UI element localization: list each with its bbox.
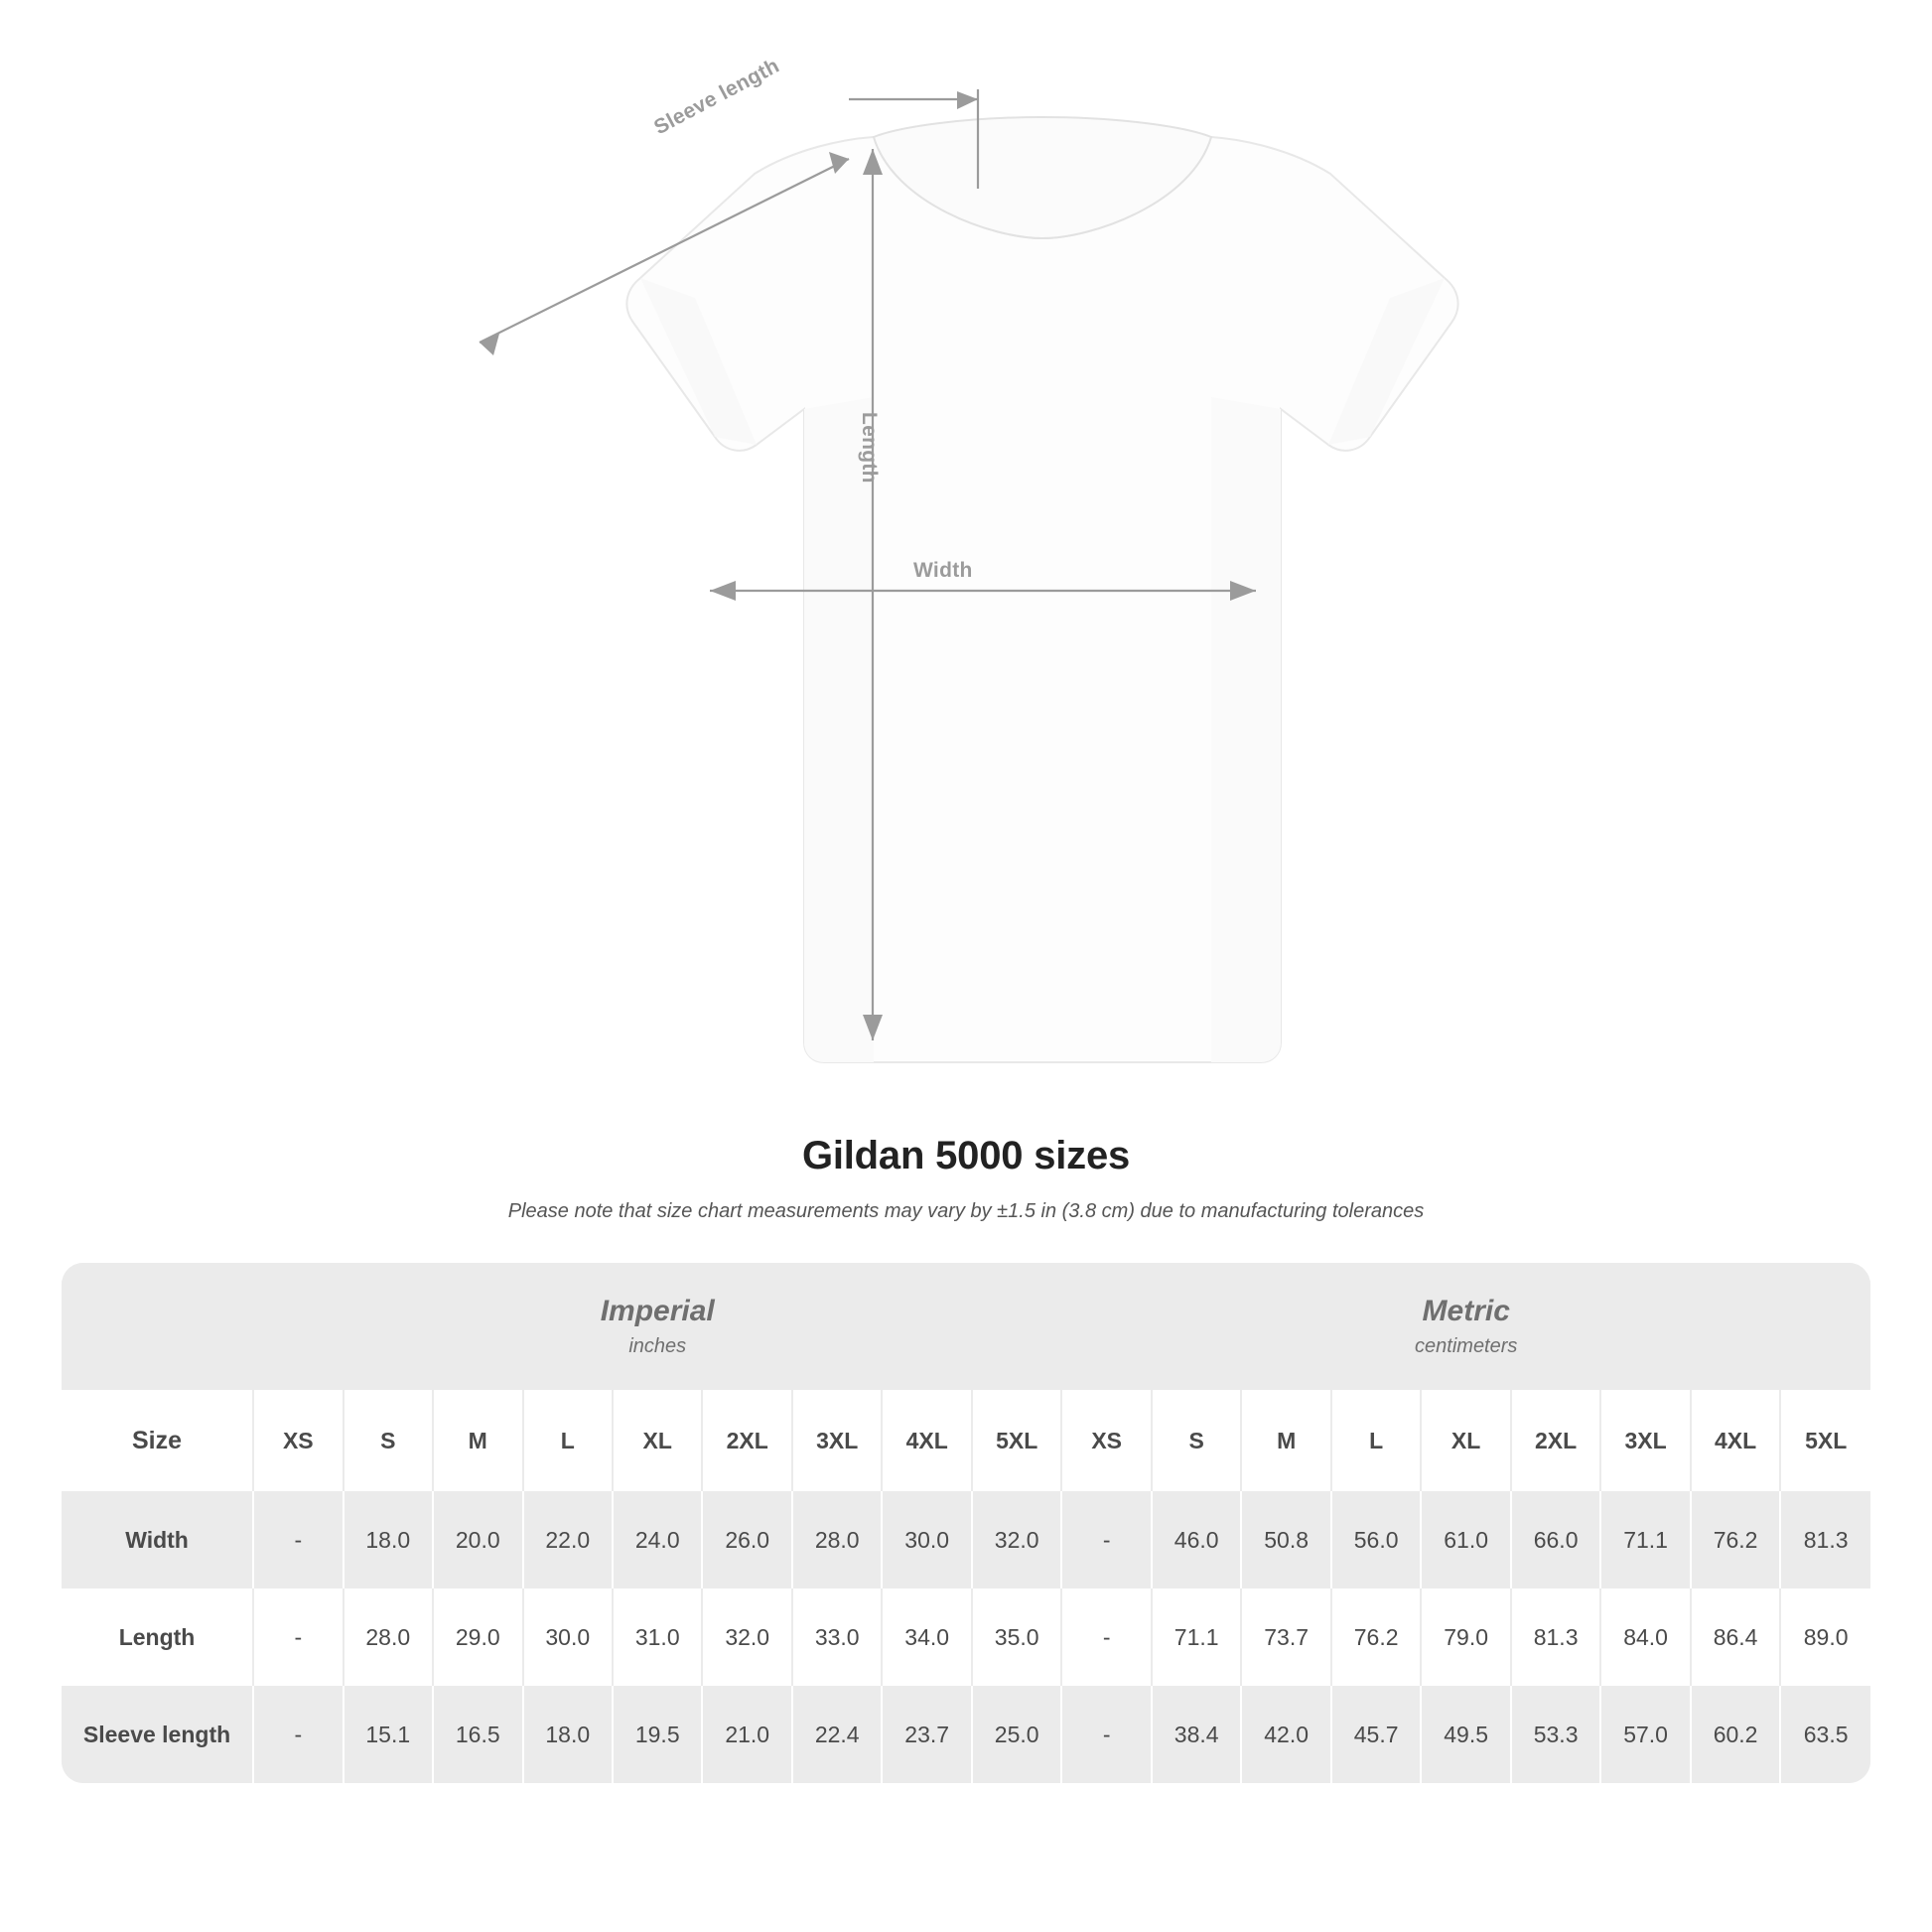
size-header-cell: M <box>1241 1390 1330 1491</box>
measurement-cell: 31.0 <box>613 1588 702 1686</box>
page-subtitle: Please note that size chart measurements may vary by ±1.5 in (3.8 cm) due to manufacturing tolerances <box>507 1200 1425 1222</box>
size-chart-table <box>62 1263 1870 1783</box>
size-header-cell: L <box>523 1390 613 1491</box>
size-header-cell: 4XL <box>1691 1390 1780 1491</box>
measurement-cell: 15.1 <box>344 1686 433 1783</box>
measurement-cell: 79.0 <box>1421 1588 1510 1686</box>
measurement-cell: 18.0 <box>523 1686 613 1783</box>
unit-header-row <box>62 1263 1870 1390</box>
measurement-cell: 73.7 <box>1241 1588 1330 1686</box>
sleeve-length-label: Sleeve length <box>650 54 783 140</box>
measurement-cell: 71.1 <box>1152 1588 1241 1686</box>
size-header-cell: S <box>1152 1390 1241 1491</box>
measurement-cell: 86.4 <box>1691 1588 1780 1686</box>
measurement-cell: - <box>253 1491 343 1588</box>
title-block <box>0 1134 1932 1223</box>
size-header-cell: 2XL <box>702 1390 791 1491</box>
unit-subtitle: centimeters <box>1415 1334 1518 1357</box>
width-label: Width <box>913 559 973 582</box>
measurement-cell: 30.0 <box>523 1588 613 1686</box>
row-label-cell: Width <box>62 1491 253 1588</box>
size-header-cell: S <box>344 1390 433 1491</box>
measurement-cell: 89.0 <box>1780 1588 1870 1686</box>
unit-header-imperial <box>253 1263 1061 1390</box>
measurement-cell: 53.3 <box>1511 1686 1600 1783</box>
measurement-cell: 45.7 <box>1331 1686 1421 1783</box>
measurement-cell: 22.4 <box>792 1686 882 1783</box>
size-label-cell: Size <box>62 1390 253 1491</box>
size-header-cell: 2XL <box>1511 1390 1600 1491</box>
measurement-cell: 16.5 <box>433 1686 522 1783</box>
unit-row-spacer <box>62 1263 253 1390</box>
row-label-cell: Length <box>62 1588 253 1686</box>
size-header-cell: XL <box>1421 1390 1510 1491</box>
measurement-cell: 29.0 <box>433 1588 522 1686</box>
measurement-cell: 33.0 <box>792 1588 882 1686</box>
table-row <box>62 1491 1870 1588</box>
measurement-cell: 28.0 <box>792 1491 882 1588</box>
measurement-cell: 20.0 <box>433 1491 522 1588</box>
unit-subtitle: inches <box>628 1334 687 1357</box>
measurement-cell: 35.0 <box>972 1588 1062 1686</box>
measurement-cell: 76.2 <box>1691 1491 1780 1588</box>
measurement-cell: 32.0 <box>972 1491 1062 1588</box>
measurement-cell: 76.2 <box>1331 1588 1421 1686</box>
size-header-cell: 5XL <box>1780 1390 1870 1491</box>
measurement-cell: 38.4 <box>1152 1686 1241 1783</box>
measurement-cell: 57.0 <box>1600 1686 1690 1783</box>
measurement-cell: 81.3 <box>1511 1588 1600 1686</box>
unit-header-metric <box>1061 1263 1870 1390</box>
page-title: Gildan 5000 sizes <box>801 1134 1131 1177</box>
measurement-cell: 60.2 <box>1691 1686 1780 1783</box>
size-header-cell: XS <box>1061 1390 1151 1491</box>
measurement-cell: 66.0 <box>1511 1491 1600 1588</box>
measurement-cell: 18.0 <box>344 1491 433 1588</box>
measurement-cell: 25.0 <box>972 1686 1062 1783</box>
measurement-cell: 56.0 <box>1331 1491 1421 1588</box>
measurement-cell: 81.3 <box>1780 1491 1870 1588</box>
measurement-cell: 61.0 <box>1421 1491 1510 1588</box>
measurement-cell: - <box>253 1588 343 1686</box>
size-header-cell: 3XL <box>1600 1390 1690 1491</box>
measurement-cell: 50.8 <box>1241 1491 1330 1588</box>
row-label-cell: Sleeve length <box>62 1686 253 1783</box>
size-header-cell: XL <box>613 1390 702 1491</box>
measurement-cell: - <box>1061 1588 1151 1686</box>
measurement-cell: 23.7 <box>882 1686 971 1783</box>
measurement-cell: 30.0 <box>882 1491 971 1588</box>
measurement-cell: 24.0 <box>613 1491 702 1588</box>
table-row <box>62 1588 1870 1686</box>
measurement-cell: 84.0 <box>1600 1588 1690 1686</box>
measurement-cell: 46.0 <box>1152 1491 1241 1588</box>
table-row <box>62 1686 1870 1783</box>
length-label: Length <box>858 412 881 483</box>
measurement-cell: - <box>1061 1491 1151 1588</box>
size-header-cell: 5XL <box>972 1390 1062 1491</box>
measurement-cell: 49.5 <box>1421 1686 1510 1783</box>
measurement-cell: 21.0 <box>702 1686 791 1783</box>
measurement-cell: - <box>253 1686 343 1783</box>
unit-name: Imperial <box>600 1295 715 1328</box>
size-chart-table-wrapper <box>62 1263 1870 1783</box>
measurement-cell: 32.0 <box>702 1588 791 1686</box>
measurement-cell: 28.0 <box>344 1588 433 1686</box>
measurement-cell: 34.0 <box>882 1588 971 1686</box>
size-header-cell: 3XL <box>792 1390 882 1491</box>
measurement-cell: 19.5 <box>613 1686 702 1783</box>
measurement-cell: 71.1 <box>1600 1491 1690 1588</box>
size-header-cell: L <box>1331 1390 1421 1491</box>
size-header-cell: M <box>433 1390 522 1491</box>
size-header-cell: 4XL <box>882 1390 971 1491</box>
unit-name: Metric <box>1422 1295 1510 1328</box>
size-header-cell: XS <box>253 1390 343 1491</box>
measurement-cell: - <box>1061 1686 1151 1783</box>
measurement-cell: 42.0 <box>1241 1686 1330 1783</box>
measurement-cell: 26.0 <box>702 1491 791 1588</box>
measurement-cell: 63.5 <box>1780 1686 1870 1783</box>
measurement-cell: 22.0 <box>523 1491 613 1588</box>
size-header-row <box>62 1390 1870 1491</box>
